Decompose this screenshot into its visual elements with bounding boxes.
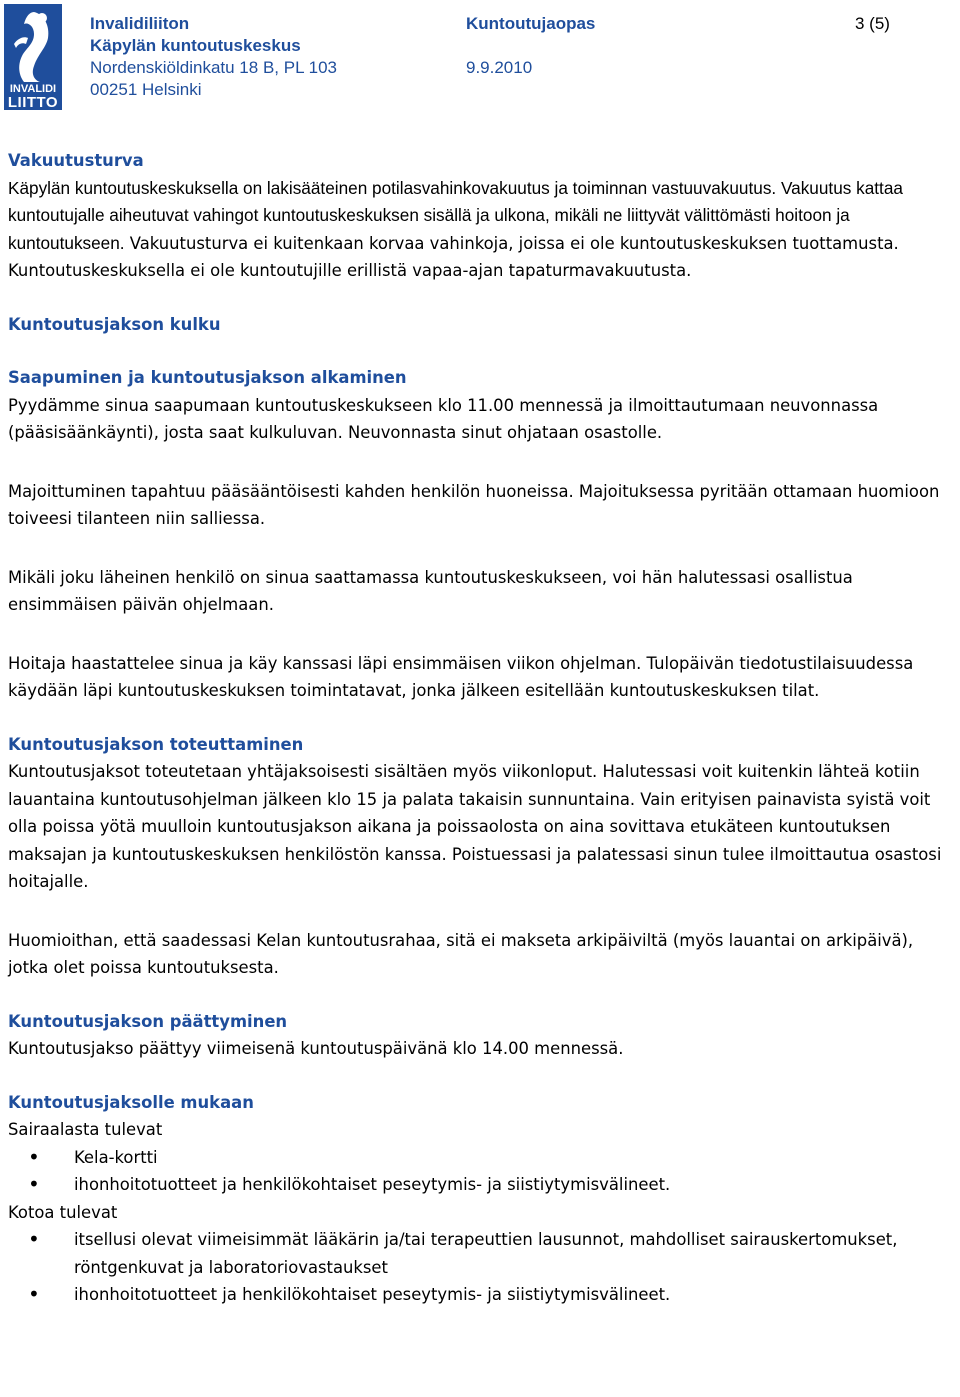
section-heading-mukaan: Kuntoutusjaksolle mukaan	[8, 1092, 254, 1112]
list-item: • ihonhoitotuotteet ja henkilökohtaiset peseytymis- ja siistiytymisvälineet.	[8, 1171, 958, 1199]
street-address: Nordenskiöldinkatu 18 B, PL 103	[90, 58, 337, 77]
list-label-home: Kotoa tulevat	[8, 1202, 118, 1222]
section-heading-saapuminen: Saapuminen ja kuntoutusjakson alkaminen	[8, 368, 407, 387]
org-name: Invalidiliiton	[90, 14, 190, 33]
list-item: • Kela-kortti	[8, 1144, 958, 1172]
figure-emblem-icon	[4, 4, 62, 84]
section-heading-paattyminen: Kuntoutusjakson päättyminen	[8, 1011, 288, 1031]
paragraph-saapuminen-3: Mikäli joku läheinen henkilö on sinua saattamassa kuntoutuskeskukseen, voi hän halutessasi osallistua ensimmäisen päivän ohjelmaan.	[8, 567, 853, 614]
invalidiliitto-logo: INVALIDI LIITTO	[4, 4, 62, 110]
document-date: 9.9.2010	[466, 58, 533, 77]
paragraph-vakuutusturva	[8, 175, 958, 285]
page-header	[0, 0, 960, 120]
hospital-items-list	[8, 1144, 958, 1199]
paragraph-toteuttaminen-2: Huomioithan, että saadessasi Kelan kuntoutusrahaa, sitä ei makseta arkipäiviltä (myös lauantai on arkipäivä), jotka olet poissa kuntoutuksesta.	[8, 930, 914, 977]
section-heading-toteuttaminen: Kuntoutusjakson toteuttaminen	[8, 734, 304, 754]
section-heading-vakuutusturva: Vakuutusturva	[8, 151, 144, 170]
center-name: Käpylän kuntoutuskeskus	[90, 36, 301, 55]
list-label-hospital: Sairaalasta tulevat	[8, 1120, 163, 1139]
home-items-list	[8, 1226, 958, 1309]
paragraph-saapuminen-1: Pyydämme sinua saapumaan kuntoutuskeskukseen klo 11.00 mennessä ja ilmoittautumaan neuvonnassa (pääsisäänkäynti), josta saat kulkuluvan. Neuvonnasta sinut ohjataan osastolle.	[8, 395, 879, 442]
list-item: • ihonhoitotuotteet ja henkilökohtaiset peseytymis- ja siistiytymisvälineet.	[8, 1281, 958, 1309]
paragraph-saapuminen-2: Majoittuminen tapahtuu pääsääntöisesti kahden henkilön huoneissa. Majoituksessa pyritään ottamaan huomioon toiveesi tilanteen niin salliessa.	[8, 481, 940, 528]
postal-address: 00251 Helsinki	[90, 80, 202, 99]
paragraph-sentence: Kuntoutuskeskuksella ei ole kuntoutujille erillistä vapaa-ajan tapaturmavakuutusta.	[8, 261, 692, 280]
paragraph-saapuminen-4: Hoitaja haastattelee sinua ja käy kanssasi läpi ensimmäisen viikon ohjelman. Tulopäivän tiedotustilaisuudessa käydään läpi kuntoutuskeskuksen toimintatavat, jonka jälkeen esitellään kuntoutuskeskuksen tilat.	[8, 653, 914, 700]
paragraph-toteuttaminen-1: Kuntoutusjaksot toteutetaan yhtäjaksoisesti sisältäen myös viikonloput. Halutessasi voit kuitenkin lähteä kotiin lauantaina kuntoutusohjelman jälkeen klo 15 ja palata takaisin sunnuntaina. Vain erityisen painavista syistä voit olla poissa yötä muulloin kuntoutusjakson aikana ja poissaolosta on aina sovittava etukäteen kuntoutuksen maksajan ja kuntoutuskeskuksen henkilöstön kanssa. Poistuessasi ja palatessasi sinun tulee ilmoittautua osastosi hoitajalle.	[8, 762, 942, 891]
document-title: Kuntoutujaopas	[466, 14, 596, 33]
paragraph-sentence: Vakuutusturva ei kuitenkaan korvaa vahinkoja, joissa ei ole kuntoutuskeskuksen tuottamusta.	[129, 233, 899, 253]
page-number: 3 (5)	[855, 14, 890, 33]
paragraph-sentence: Käpylän kuntoutuskeskuksella on lakisääteinen potilasvahinkovakuutus ja toiminnan vastuuvakuutus. Vakuutus kattaa kuntoutujalle aiheutuvat vahingot kuntoutuskeskuksen sisällä ja ulkona, mikäli ne liittyvät välittömästi hoitoon ja kuntoutukseen.	[8, 177, 903, 253]
list-item: • itsellusi olevat viimeisimmät lääkärin ja/tai terapeuttien lausunnot, mahdolliset sairauskertomukset, röntgenkuvat ja laboratoriovastaukset	[8, 1226, 958, 1281]
section-heading-kulku: Kuntoutusjakson kulku	[8, 314, 221, 334]
paragraph-paattyminen-1: Kuntoutusjakso päättyy viimeisenä kuntoutuspäivänä klo 14.00 mennessä.	[8, 1039, 624, 1058]
document-body	[8, 147, 958, 1309]
